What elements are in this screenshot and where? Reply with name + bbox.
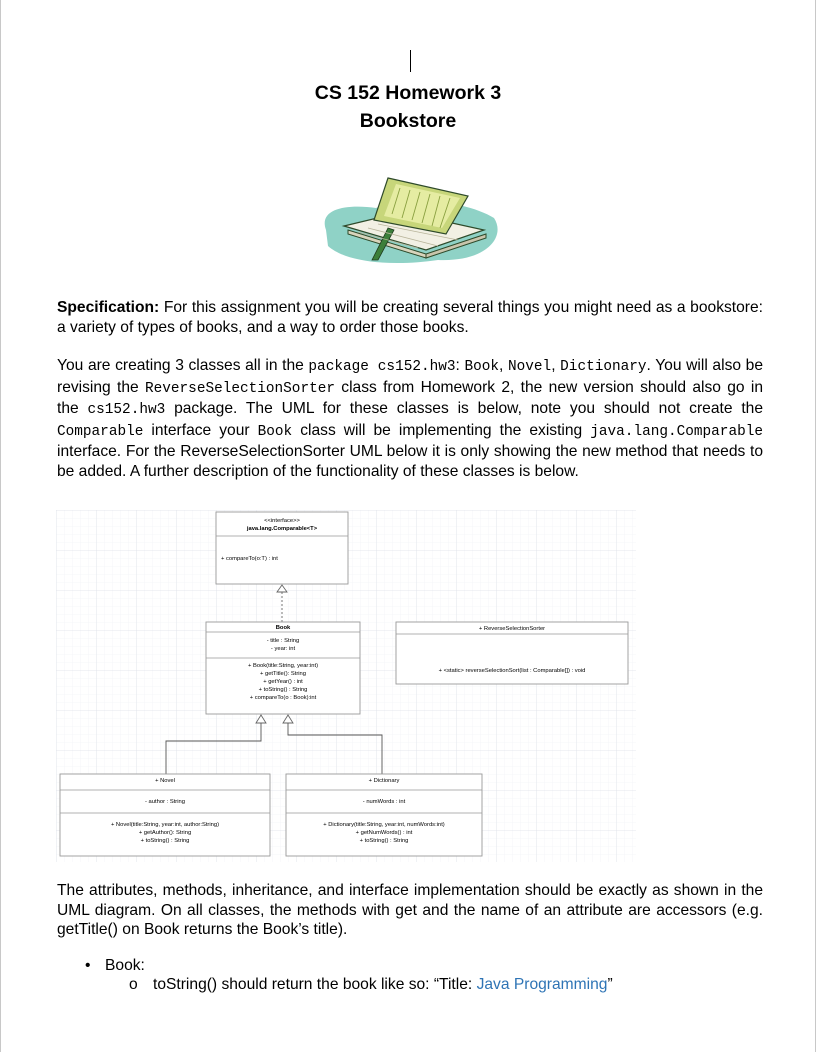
uml-sorter-method: + <static> reverseSelectionSort(list : Comparable[]) : void (438, 668, 586, 674)
uml-book-attribute: - title : String (266, 638, 300, 644)
open-book-illustration (318, 168, 504, 268)
uml-interface-name: java.lang.Comparable<T> (246, 526, 318, 532)
uml-interface-comparable (216, 512, 348, 584)
uml-class-novel (60, 774, 270, 856)
bullet-book-label: Book: (105, 957, 145, 974)
bullet-marker: • (85, 957, 91, 974)
sub-bullet-tostring (153, 975, 613, 994)
code-dictionary: Dictionary (560, 359, 647, 375)
text: interface your (143, 421, 258, 439)
uml-dictionary-name: + Dictionary (368, 778, 400, 784)
uml-book-method: + Book(title:String, year:int) (247, 663, 319, 669)
code-book: Book (257, 423, 293, 440)
uml-novel-method: + Novel(title:String, year:int, author:String) (110, 822, 220, 828)
code-novel: Novel (508, 359, 552, 375)
code-sorter: ReverseSelectionSorter (145, 380, 335, 397)
code-comparable: Comparable (57, 423, 144, 440)
text: class will be implementing the existing (292, 421, 591, 439)
text: class from Homework 2, the new version should also go in the (57, 378, 763, 417)
uml-novel-method: + toString() : String (140, 838, 190, 844)
text: , (499, 357, 509, 374)
uml-dictionary-method: + toString() : String (359, 838, 409, 844)
uml-novel-name: + Novel (155, 778, 175, 784)
uml-book-name: Book (275, 625, 291, 631)
uml-class-dictionary (286, 774, 482, 856)
text: : (455, 357, 465, 374)
code-book: Book (464, 359, 500, 375)
specification-text: For this assignment you will be creating several things you might need as a bookstore: a variety of types of books, and a way to order those books. (57, 299, 763, 336)
code-package: package cs152.hw3 (308, 359, 456, 375)
page-left-edge (0, 0, 1, 1052)
uml-notes-paragraph: The attributes, methods, inheritance, and interface implementation should be exactly as shown in the UML diagram. On all classes, the methods with get and the name of an attribute are accessors (e.g. getTitle() on Book returns the Book’s title). (57, 882, 763, 938)
text: interface. For the ReverseSelectionSorter UML below it is only showing the new method that needs to be added. A further description of the functionality of these classes is below. (57, 443, 763, 480)
uml-sorter-name: + ReverseSelectionSorter (478, 626, 546, 632)
uml-book-method: + compareTo(o : Book):int (249, 695, 317, 701)
sub-bullet-text: toString() should return the book like so: “Title: (153, 976, 477, 993)
document-title: CS 152 Homework 3 (314, 82, 502, 104)
sub-bullet-marker: o (129, 976, 138, 993)
uml-book-method: + getYear() : int (263, 679, 303, 685)
uml-interface-stereotype: <<interface>> (264, 518, 300, 524)
text-cursor (410, 50, 411, 72)
text: package. The UML for these classes is below, note you should not create the (165, 400, 763, 417)
uml-novel-attribute: - author : String (145, 799, 185, 805)
specification-label: Specification: (57, 299, 160, 316)
uml-class-reverse-selection-sorter (396, 622, 628, 684)
uml-book-method: + getTitle(): String (259, 671, 307, 677)
uml-dictionary-method: + getNumWords() : int (355, 830, 413, 836)
document-subtitle: Bookstore (359, 110, 457, 132)
specification-paragraph (57, 298, 763, 337)
code-package-name: cs152.hw3 (87, 402, 166, 418)
uml-interface-method: + compareTo(o:T) : int (221, 556, 278, 562)
uml-novel-method: + getAuthor(): String (138, 830, 192, 836)
code-java-comparable: java.lang.Comparable (590, 423, 763, 440)
uml-book-attribute: - year: int (270, 646, 296, 652)
text: , (551, 357, 561, 374)
closing-quote: ” (607, 976, 613, 993)
classes-paragraph (57, 356, 763, 481)
text: You are creating 3 classes all in the (57, 357, 309, 374)
uml-class-book (206, 622, 360, 714)
uml-dictionary-method: + Dictionary(title:String, year:int, numWords:int) (323, 822, 445, 828)
uml-class-diagram (56, 510, 636, 862)
uml-dictionary-attribute: - numWords : int (362, 799, 406, 805)
highlighted-title: Java Programming (476, 976, 608, 993)
text: . You will also be revising the (57, 357, 764, 396)
uml-book-method: + toString() : String (258, 687, 308, 693)
